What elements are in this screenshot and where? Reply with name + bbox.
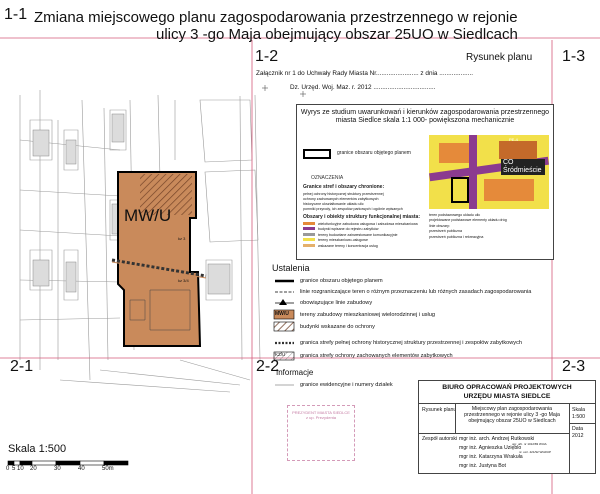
plan-title-line2: ulicy 3 -go Maja obejmujący obszar 25UO w Siedlcach xyxy=(156,26,518,43)
inset-pz-list xyxy=(303,192,403,212)
inset-boundary-label: granice obszaru objętego planem xyxy=(337,150,411,156)
team-member-code: upr. urb. nr 1012/83 WUiA xyxy=(512,442,547,446)
legend-info-heading: Informacje xyxy=(276,368,314,377)
legend-info-item: granice ewidencyjne i numery działek xyxy=(300,382,393,388)
office-name-line2: URZĘDU MIASTA SIEDLCE xyxy=(463,393,551,400)
legend-item: granica strefy pełnej ochrony historycznej struktury przestrzennej i zespołów zabytkowych xyxy=(300,340,522,346)
inset-right-item: projektowane podstawowe elementy układu dróg xyxy=(429,218,507,223)
annex-line-1: Załącznik nr 1 do Uchwały Rady Miasta Nr........................ z dnia ................... xyxy=(256,70,473,77)
team-label: Zespół autorski xyxy=(422,436,458,442)
inset-title: Wyrys ze studium uwarunkowań i kierunków zagospodarowania przestrzennego miasta Siedlce skala 1:1 000- powiększona mechanicznie xyxy=(300,109,550,124)
inset-mini-map xyxy=(429,135,549,209)
legend-item: obowiązujące linie zabudowy xyxy=(300,300,373,306)
office-name-line1: BIURO OPRACOWAŃ PROJEKTOWYCH xyxy=(442,384,572,391)
title-block xyxy=(418,380,596,474)
sheet-label-1-3: 1-3 xyxy=(562,48,586,65)
scale-tick: 40 xyxy=(78,466,85,472)
parcel-code-a: kz 3 xyxy=(178,236,186,241)
legend-item: granice obszaru objętego planem xyxy=(300,278,383,284)
study-extract-inset xyxy=(296,104,554,260)
sheet-label-1-2: 1-2 xyxy=(255,48,279,65)
scale-label: Skala 1:500 xyxy=(8,443,67,455)
legend-item: granica strefy ochrony zachowanych elementów zabytkowych xyxy=(300,353,453,359)
scale-tick: 50m xyxy=(102,466,114,472)
legend-item: linie rozgraniczające teren o różnym przeznaczeniu lub różnych zasadach zagospodarowania xyxy=(300,289,532,295)
inset-fs-list xyxy=(303,222,418,249)
legend-mwu-code: MW/U xyxy=(275,311,289,317)
inset-protected-zones: Granice stref i obszary chronione: xyxy=(303,184,385,190)
scale-tick: 10 xyxy=(17,466,24,472)
inset-pz-item: historyczne ukształtowanie układu ulic xyxy=(303,202,364,206)
scale-field-value: 1:500 xyxy=(572,414,585,420)
scale-tick: 5 xyxy=(12,466,16,472)
date-field-value: 2012 xyxy=(572,433,584,439)
inset-right-list xyxy=(429,213,507,240)
legend-item: tereny zabudowy mieszkaniowej wielorodzinnej i usług xyxy=(300,312,435,318)
zone-label: MW/U xyxy=(124,206,172,225)
inset-pz-item: ochrony zachowanych elementów zabytkowych xyxy=(303,197,379,201)
stamp-line: z up. Prezydenta xyxy=(305,415,337,420)
annex-line-2: Dz. Urzęd. Woj. Maz. r. 2012 ................................... xyxy=(290,84,436,91)
date-field-label: Data xyxy=(572,426,583,432)
inset-oznaczenia: OZNACZENIA xyxy=(311,175,344,181)
plan-description: Miejscowy plan zagospodarowania przestrzennego w rejonie ulicy 3 -go Maja obejmujący obszar 25UO w Siedlcach xyxy=(464,406,560,424)
scale-bar-graphic xyxy=(8,461,128,465)
sheet-label-1-1: 1-1 xyxy=(4,6,28,23)
inset-fs-item: tereny budowlane zainwestowane komunikacyjnie xyxy=(303,233,418,238)
drawing-label: Rysunek planu xyxy=(466,52,533,63)
team-member: mgr inż. Katarzyna Wrakuła xyxy=(459,454,523,460)
inset-fs-item: wielofunkcyjne zabudowa usługowa i zabudowa mieszkaniowa xyxy=(303,222,418,227)
team-member-code: nr. ucz. 421/92 WGRUP xyxy=(519,450,552,454)
scale-tick: 30 xyxy=(54,466,61,472)
inset-pz-item: pomniki przyrody, ich zespołów parkowych i ogólnie wpisanych xyxy=(303,207,403,211)
legend-item: budynki wskazane do ochrony xyxy=(300,324,375,330)
official-stamp xyxy=(287,405,355,461)
inset-right-item: teren podstawowego układu ulic xyxy=(429,213,481,217)
legend-heading: Ustalenia xyxy=(272,263,310,273)
stamp-line: PREZYDENT MIASTA SIEDLCE xyxy=(292,410,350,415)
inset-fs-item: tereny mieszkaniowo-usługowe xyxy=(303,238,418,243)
parcel-code-b: kz 3/4 xyxy=(178,278,189,283)
plan-label: Rysunek planu xyxy=(422,407,457,413)
scale-tick: 0 xyxy=(6,466,10,472)
scale-tick: 20 xyxy=(30,466,37,472)
sheet-label-2-2: 2-2 xyxy=(256,358,280,375)
scale-field-label: Skala xyxy=(572,407,585,413)
plan-title-line1: Zmiana miejscowego planu zagospodarowania przestrzennego w rejonie xyxy=(34,9,518,26)
inset-right-item: linie obszary: xyxy=(429,223,450,228)
inset-fs-item: budynki wpisane do rejestru zabytków xyxy=(303,227,418,232)
inset-fs-item: wskazane tereny i koncentracja usług xyxy=(303,244,418,249)
inset-functional-structure: Obszary i obiekty struktury funkcjonalnej miasta: xyxy=(303,214,420,220)
inset-pz-item: pełnej ochrony historycznej struktury przestrzennej xyxy=(303,192,384,196)
sheet-label-2-3: 2-3 xyxy=(562,358,586,375)
inset-right-item: przestrzeń publiczna xyxy=(429,229,462,234)
legend-kz-code: KZ/U xyxy=(275,352,286,357)
team-member: mgr inż. arch. Andrzej Rutkowski xyxy=(459,436,535,442)
inset-right-item: przestrzeń publiczna i rekreacyjna xyxy=(429,234,484,239)
inset-boundary-swatch xyxy=(303,149,331,159)
team-member: mgr inż. Justyna Bot xyxy=(459,463,506,469)
inset-map-label-centrum: CO Śródmieście xyxy=(501,159,545,175)
sheet-label-2-1: 2-1 xyxy=(10,358,34,375)
team-member: mgr inż. Agnieszka Uzięblo xyxy=(459,445,522,451)
inset-map-label-code: PE-4 xyxy=(509,137,518,142)
